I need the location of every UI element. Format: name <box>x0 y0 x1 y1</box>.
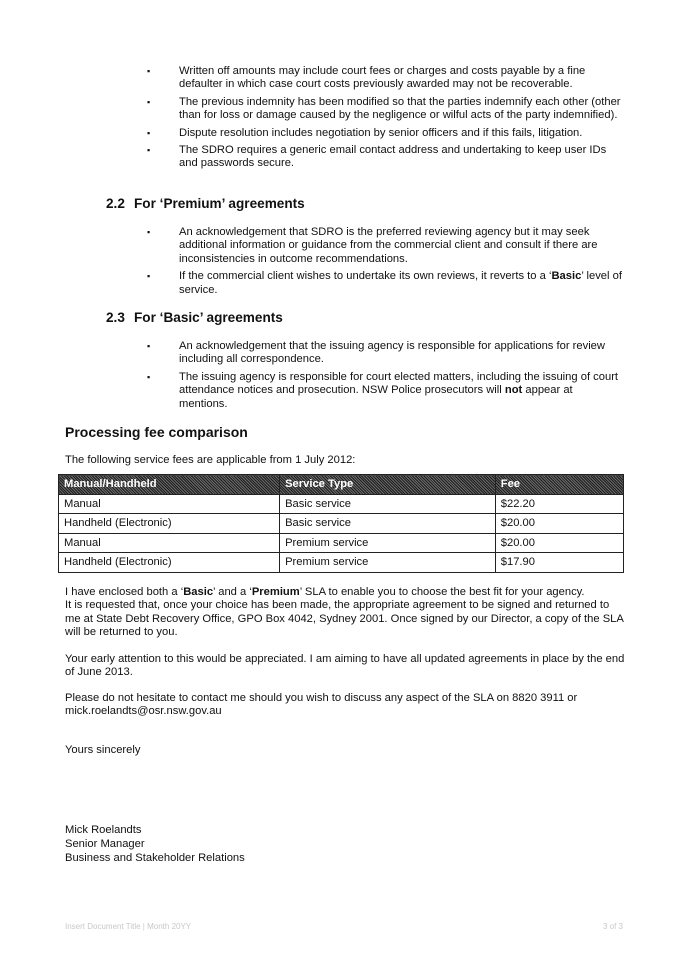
column-header: Service Type <box>280 475 496 495</box>
list-item: ▪ If the commercial client wishes to undertake its own reviews, it reverts to a ‘Basic’ level of service. <box>147 270 622 296</box>
list-item: ▪ The previous indemnity has been modified so that the parties indemnify each other (other than for loss or damage caused by the negligence or wilful acts of the party indemnified). <box>147 95 621 122</box>
closing-paragraph-1: I have enclosed both a ‘Basic’ and a ‘Premium’ SLA to enable you to choose the best fit for your agency. It is requested that, once your choice has been made, the appropriate agreement to be signed and returned to me at State Debt Recovery Office, GPO Box 4042, Sydney 2001. Once signed by our Director, a copy of the SLA will be returned to you. <box>65 586 624 639</box>
table-cell: $17.90 <box>495 553 623 573</box>
closing-paragraph-2: Your early attention to this would be appreciated. I am aiming to have all updated agreements in place by the end of June 2013. <box>65 653 625 679</box>
bullet-icon: ▪ <box>147 271 151 282</box>
fee-intro-text: The following service fees are applicable from 1 July 2012: <box>65 454 356 466</box>
list-item: ▪ Dispute resolution includes negotiation by senior officers and if this fails, litigation. <box>147 126 583 139</box>
table-row <box>59 494 624 514</box>
signatory-role: Senior Manager <box>65 838 145 850</box>
premium-bullet-list <box>147 226 624 301</box>
table-cell: $22.20 <box>495 494 623 514</box>
bullet-icon: ▪ <box>147 227 151 237</box>
table-row <box>59 514 624 534</box>
section-heading-basic <box>106 310 283 325</box>
table-row <box>59 533 624 553</box>
table-cell: Manual <box>59 494 280 514</box>
section-title: For ‘Basic’ agreements <box>134 310 283 325</box>
table-cell: Handheld (Electronic) <box>59 514 280 534</box>
section-title: For ‘Premium’ agreements <box>134 196 305 211</box>
signature-block <box>65 823 245 865</box>
basic-bullet-list <box>147 340 624 415</box>
table-cell: Basic service <box>280 494 496 514</box>
table-header-row <box>59 475 624 495</box>
section-number: 2.3 <box>106 310 125 325</box>
bullet-icon: ▪ <box>147 127 151 138</box>
bullet-icon: ▪ <box>147 96 151 107</box>
page-number: 3 of 3 <box>602 922 623 931</box>
bullet-icon: ▪ <box>147 66 151 76</box>
list-item: ▪ The issuing agency is responsible for court elected matters, including the issuing of court attendance notices and prosecution. NSW Police prosecutors will not appear at mentions. <box>147 370 619 410</box>
list-item: ▪ An acknowledgement that the issuing agency is responsible for applications for review including all correspondence. <box>147 340 605 366</box>
signatory-name: Mick Roelandts <box>65 824 142 836</box>
section-heading-premium <box>106 196 305 211</box>
bullet-icon: ▪ <box>147 341 151 351</box>
table-cell: $20.00 <box>495 514 623 534</box>
signatory-unit: Business and Stakeholder Relations <box>65 852 245 864</box>
table-cell: Premium service <box>280 553 496 573</box>
column-header: Fee <box>495 475 623 495</box>
list-item: ▪ The SDRO requires a generic email contact address and undertaking to keep user IDs and passwords secure. <box>147 144 607 170</box>
table-cell: $20.00 <box>495 533 623 553</box>
intro-bullet-list <box>147 65 624 175</box>
salutation: Yours sincerely <box>65 744 141 756</box>
fee-section-title: Processing fee comparison <box>65 424 248 440</box>
table-cell: Handheld (Electronic) <box>59 553 280 573</box>
table-cell: Manual <box>59 533 280 553</box>
table-cell: Premium service <box>280 533 496 553</box>
bullet-icon: ▪ <box>147 371 151 382</box>
list-item: ▪ An acknowledgement that SDRO is the preferred reviewing agency but it may seek additional information or guidance from the commercial client and consult if there are inconsistencies in outcome recommendations. <box>147 226 598 265</box>
closing-paragraph-3: Please do not hesitate to contact me should you wish to discuss any aspect of the SLA on 8820 3911 or mick.roelandts@osr.nsw.gov.au <box>65 692 578 718</box>
footer-title: Insert Document Title | Month 20YY <box>65 922 192 931</box>
column-header: Manual/Handheld <box>59 475 280 495</box>
section-number: 2.2 <box>106 196 125 211</box>
table-row <box>59 553 624 573</box>
table-cell: Basic service <box>280 514 496 534</box>
list-item: ▪ Written off amounts may include court fees or charges and costs payable by a fine defaulter in which case court costs previously awarded may not be recoverable. <box>147 65 586 91</box>
fee-table <box>58 474 624 573</box>
bullet-icon: ▪ <box>147 145 151 156</box>
